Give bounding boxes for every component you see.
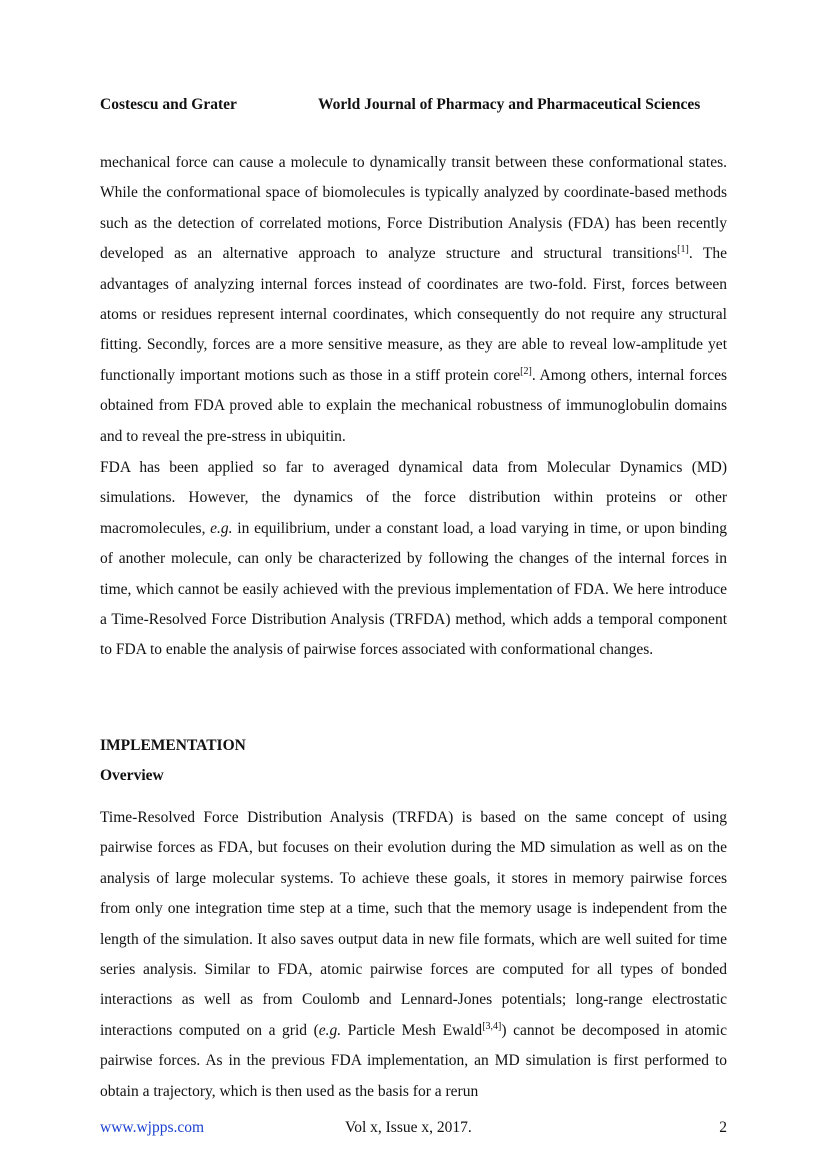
citation-ref: [3,4] [482,1020,502,1032]
page-footer [100,1119,727,1139]
paragraph-fda-motivation [100,453,727,666]
text-run: in equilibrium, under a constant load, a load varying in time, or upon binding of another molecule, can only be characterized by following the changes of the internal forces in time, which cannot be easily achieved with the previous implementation of FDA. We here introduce a Time-Resolved Force Distribution Analysis (TRFDA) method, which adds a temporal component to FDA to enable the analysis of pairwise forces associated with conformational changes. [100,519,727,659]
header-journal-title: World Journal of Pharmacy and Pharmaceutical Sciences [318,96,701,113]
text-run: . Among others, internal forces obtained from FDA proved able to explain the mechanical robustness of immunoglobulin domains and to reveal the pre-stress in ubiquitin. [100,366,728,445]
italic-text: e.g. [318,1021,342,1039]
paragraph-overview [100,803,727,1107]
text-run: . The advantages of analyzing internal forces instead of coordinates are two-fold. First, forces between atoms or residues represent internal coordinates, which consequently do not require any structural fitting. Secondly, forces are a more sensitive measure, as they are able to reveal low-amplitude yet functionally important motions such as those in a stiff protein core [100,245,727,384]
page-header [100,96,727,116]
text-run: FDA has been applied so far to averaged dynamical data from Molecular Dynamics (MD) simulations. However, the dynamics of the force distribution within proteins or other macromolecules, [100,459,727,537]
header-authors: Costescu and Grater [100,96,237,113]
citation-ref: [1] [677,244,689,256]
citation-ref: [2] [520,365,532,377]
website-link[interactable]: www.wjpps.com [100,1119,205,1136]
section-heading-implementation: IMPLEMENTATION [100,737,246,754]
subsection-heading-overview: Overview [100,767,164,784]
text-run: Particle Mesh Ewald [341,1021,483,1039]
text-run: mechanical force can cause a molecule to dynamically transit between these conformational states. While the conformational space of biomolecules is typically analyzed by coordinate-based methods such as the detection of correlated motions, Force Distribution Analysis (FDA) has been recently developed as an alternative approach to analyze structure and structural transitions [100,154,727,263]
volume-info: Vol x, Issue x, 2017. [345,1119,472,1136]
italic-text: e.g. [210,519,233,537]
text-run: Time-Resolved Force Distribution Analysis (TRFDA) is based on the same concept of using pairwise forces as FDA, but focuses on their evolution during the MD simulation as well as on the analysis of large molecular systems. To achieve these goals, it stores in memory pairwise forces from only one integration time step at a time, such that the memory usage is independent from the length of the simulation. It also saves output data in new file formats, which are well suited for time series analysis. Similar to FDA, atomic pairwise forces are computed for all types of bonded interactions as well as from Coulomb and Lennard-Jones potentials; long-range electrostatic interactions computed on a grid ( [100,809,727,1039]
paragraph-intro-continued [100,148,727,452]
text-run: ) cannot be decomposed in atomic pairwise forces. As in the previous FDA implementation, an MD simulation is first performed to obtain a trajectory, which is then used as the basis for a rerun [100,1021,727,1100]
page-number: 2 [719,1119,727,1136]
